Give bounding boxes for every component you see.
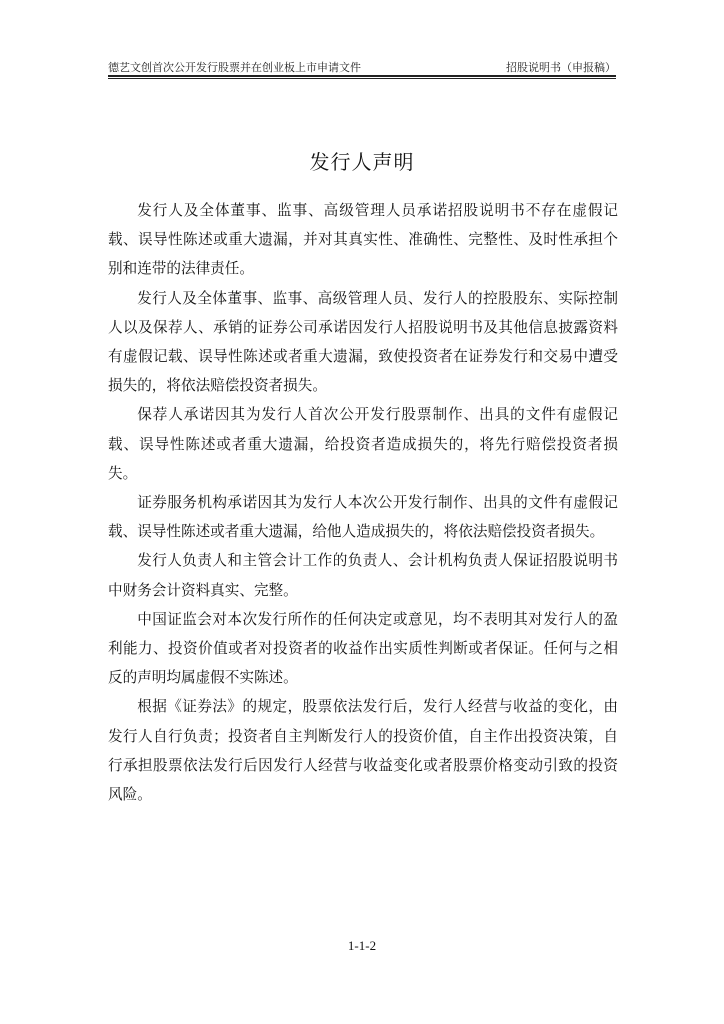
paragraph-2: 发行人及全体董事、监事、高级管理人员、发行人的控股股东、实际控制人以及保荐人、承销的证券公司承诺因发行人招股说明书及其他信息披露资料有虚假记载、误导性陈述或者重大遗漏，致使投资者在证券发行和交易中遭受损失的，将依法赔偿投资者损失。 <box>108 289 618 395</box>
paragraph-3: 保荐人承诺因其为发行人首次公开发行股票制作、出具的文件有虚假记载、误导性陈述或者重大遗漏，给投资者造成损失的，将先行赔偿投资者损失。 <box>108 406 618 482</box>
header-divider-thick <box>108 75 616 77</box>
page-number: 1-1-2 <box>347 938 377 953</box>
header-divider-thin <box>108 78 616 79</box>
header-document-type: 招股说明书（申报稿） <box>506 61 616 74</box>
paragraph-1: 发行人及全体董事、监事、高级管理人员承诺招股说明书不存在虚假记载、误导性陈述或重大遗漏，并对其真实性、准确性、完整性、及时性承担个别和连带的法律责任。 <box>108 202 618 278</box>
paragraph-5: 发行人负责人和主管会计工作的负责人、会计机构负责人保证招股说明书中财务会计资料真实、完整。 <box>108 552 618 599</box>
page-header <box>108 57 616 75</box>
header-document-name: 德艺文创首次公开发行股票并在创业板上市申请文件 <box>108 61 361 74</box>
paragraph-6: 中国证监会对本次发行所作的任何决定或意见，均不表明其对发行人的盈利能力、投资价值或者对投资者的收益作出实质性判断或者保证。任何与之相反的声明均属虚假不实陈述。 <box>108 610 618 687</box>
page-title: 发行人声明 <box>309 150 415 174</box>
paragraph-7: 根据《证券法》的规定，股票依法发行后，发行人经营与收益的变化，由发行人自行负责；投资者自主判断发行人的投资价值，自主作出投资决策，自行承担股票依法发行后因发行人经营与收益变化或者股票价格变动引致的投资风险。 <box>108 698 618 804</box>
paragraph-4: 证券服务机构承诺因其为发行人本次公开发行制作、出具的文件有虚假记载、误导性陈述或者重大遗漏，给他人造成损失的，将依法赔偿投资者损失。 <box>108 494 618 541</box>
declaration-body <box>108 196 618 809</box>
